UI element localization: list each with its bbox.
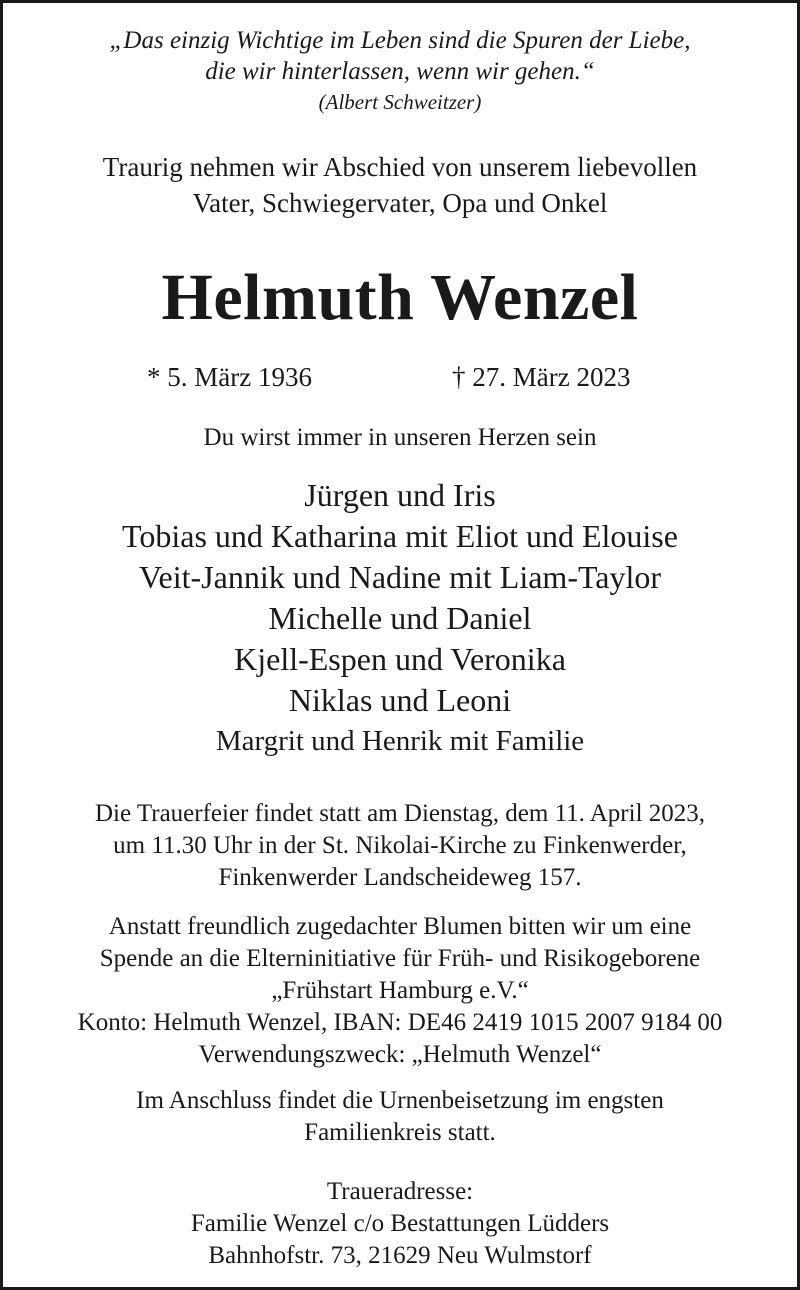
mourner-entry: Michelle und Daniel xyxy=(268,600,532,636)
donation-line-1: Anstatt freundlich zugedachter Blumen bitten wir um eine xyxy=(108,913,692,940)
intro-line-2: Vater, Schwiegervater, Opa und Onkel xyxy=(192,188,608,218)
service-line-3: Finkenwerder Landscheideweg 157. xyxy=(218,864,582,891)
mourner-entry: Veit-Jannik und Nadine mit Liam-Taylor xyxy=(138,559,662,595)
quote-line-2: die wir hinterlassen, wenn wir gehen.“ xyxy=(205,58,595,85)
address-line-2: Bahnhofstr. 73, 21629 Neu Wulmstorf xyxy=(208,1242,592,1269)
address-line-1: Familie Wenzel c/o Bestattungen Lüdders xyxy=(190,1210,610,1237)
life-dates xyxy=(3,359,797,395)
burial-line-1: Im Anschluss findet die Urnenbeisetzung im engsten xyxy=(136,1087,664,1114)
mourner-entry: Tobias und Katharina mit Eliot und Elouise xyxy=(122,518,678,554)
mourner-entry: Margrit und Henrik mit Familie xyxy=(215,725,585,757)
donation-line-2: Spende an die Elterninitiative für Früh- und Risikogeborene xyxy=(99,945,701,972)
service-line-2: um 11.30 Uhr in der St. Nikolai-Kirche zu Finkenwerder, xyxy=(113,832,687,859)
mourner-entry: Kjell-Espen und Veronika xyxy=(234,641,566,677)
intro-line-1: Traurig nehmen wir Abschied von unserem liebevollen xyxy=(102,152,698,182)
donation-request xyxy=(3,911,797,1071)
donation-line-3: „Frühstart Hamburg e.V.“ xyxy=(271,977,529,1004)
burial-line-2: Familienkreis statt. xyxy=(304,1119,496,1146)
mourner-entry: Jürgen und Iris xyxy=(304,477,496,513)
address-label: Traueradresse: xyxy=(326,1178,474,1205)
farewell-intro xyxy=(3,149,797,221)
quote-line-1: „Das einzig Wichtige im Leben sind die Spuren der Liebe, xyxy=(109,27,691,54)
service-line-1: Die Trauerfeier findet statt am Dienstag, dem 11. April 2023, xyxy=(94,800,706,827)
mourning-address xyxy=(3,1176,797,1272)
deceased-name: Helmuth Wenzel xyxy=(161,261,639,334)
bank-account-line: Konto: Helmuth Wenzel, IBAN: DE46 2419 1015 2007 9184 00 xyxy=(77,1009,723,1036)
death-date: † 27. März 2023 xyxy=(452,362,631,392)
quote-author: (Albert Schweitzer) xyxy=(318,90,482,114)
motto-quote xyxy=(3,25,797,116)
mourners-list xyxy=(3,475,797,762)
mourner-entry: Niklas und Leoni xyxy=(288,682,512,718)
remembrance-line: Du wirst immer in unseren Herzen sein xyxy=(203,424,597,451)
funeral-service-info xyxy=(3,798,797,894)
payment-reference-line: Verwendungszweck: „Helmuth Wenzel“ xyxy=(198,1041,602,1068)
urn-burial-info xyxy=(3,1085,797,1149)
birth-date: * 5. März 1936 xyxy=(147,362,312,392)
